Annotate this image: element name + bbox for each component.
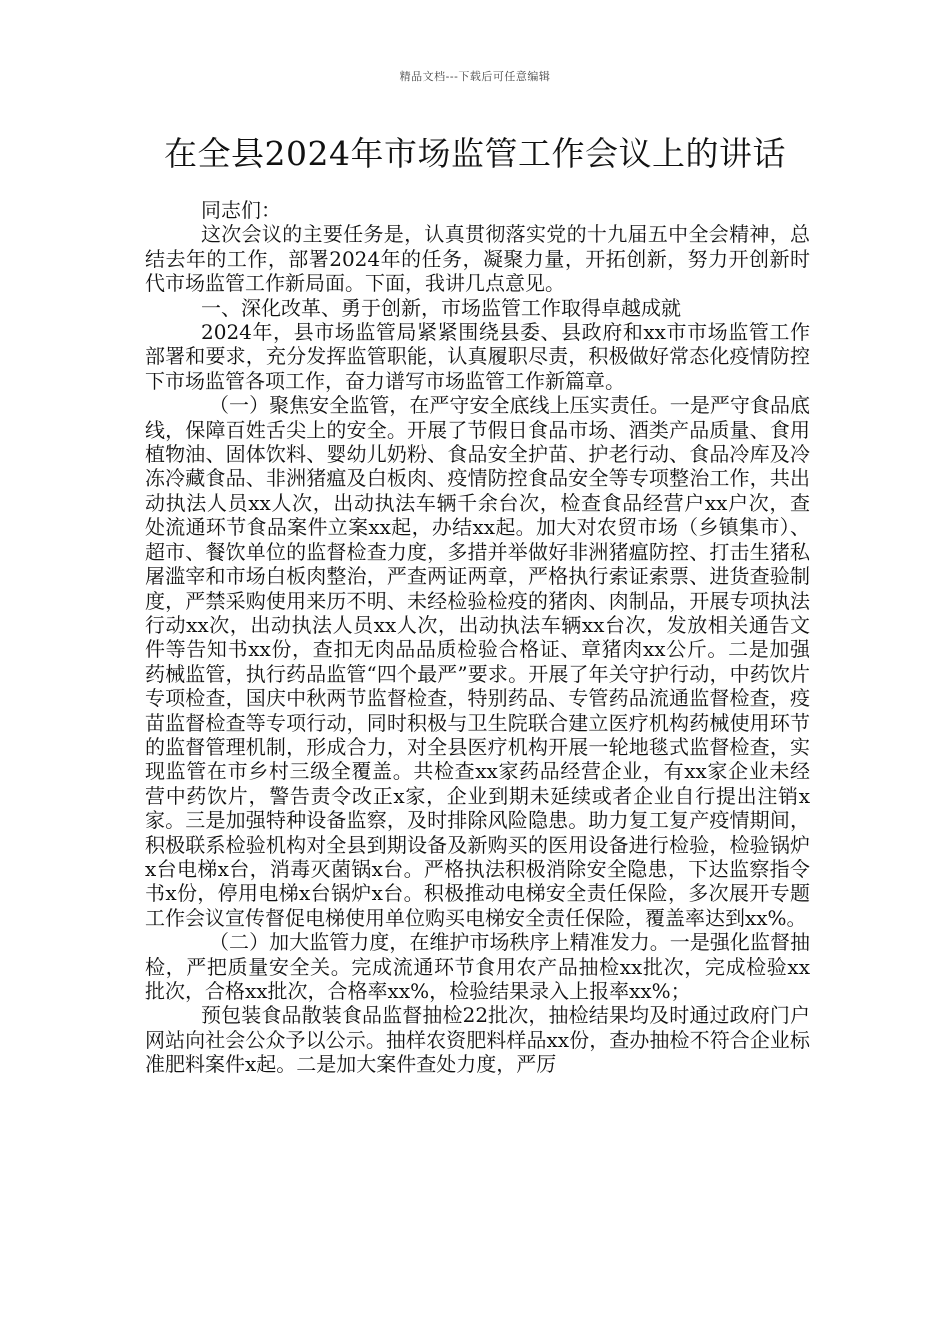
header-note: 精品文档---下载后可任意编辑 [399, 70, 551, 83]
body-paragraph: 这次会议的主要任务是，认真贯彻落实党的十九届五中全会精神，总结去年的工作，部署2024年的任务，凝聚力量，开拓创新，努力开创新时代市场监管工作新局面。下面，我讲几点意见。 [145, 222, 810, 296]
document-body [145, 198, 810, 1077]
page-title: 在全县2024年市场监管工作会议上的讲话 [164, 134, 786, 173]
body-paragraph: （二）加大监管力度，在维护市场秩序上精准发力。一是强化监督抽检，严把质量安全关。完成流通环节食用农产品抽检xx批次，完成检验xx批次，合格xx批次，合格率xx%，检验结果录入上报率xx%； [145, 930, 810, 1003]
salutation-paragraph: 同志们： [201, 198, 281, 222]
body-paragraph: 预包装食品散装食品监督抽检22批次，抽检结果均及时通过政府门户网站向社会公众予以公示。抽样农资肥料样品xx份，查办抽检不符合企业标准肥料案件x起。二是加大案件查处力度，严厉 [145, 1003, 810, 1077]
body-paragraph: （一）聚焦安全监管，在严守安全底线上压实责任。一是严守食品底线，保障百姓舌尖上的安全。开展了节假日食品市场、酒类产品质量、食用植物油、固体饮料、婴幼儿奶粉、食品安全护苗、护老行动、食品冷库及冷冻冷藏食品、非洲猪瘟及白板肉、疫情防控食品安全等专项整治工作，共出动执法人员xx人次，出动执法车辆千余台次，检查食品经营户xx户次，查处流通环节食品案件立案xx起，办结xx起。加大对农贸市场（乡镇集市）、超市、餐饮单位的监督检查力度，多措并举做好非洲猪瘟防控、打击生猪私屠滥宰和市场白板肉整治，严查两证两章，严格执行索证索票、进货查验制度，严禁采购使用来历不明、未经检验检疫的猪肉、肉制品，开展专项执法行动xx次，出动执法人员xx人次，出动执法车辆xx台次，发放相关通告文件等告知书xx份，查扣无肉品品质检验合格证、章猪肉xx公斤。二是加强药械监管，执行药品监管“四个最严”要求。开展了年关守护行动，中药饮片专项检查，国庆中秋两节监督检查，特别药品、专管药品流通监督检查，疫苗监督检查等专项行动，同时积极与卫生院联合建立医疗机构药械使用环节的监督管理机制，形成合力，对全县医疗机构开展一轮地毯式监督检查，实现监管在市乡村三级全覆盖。共检查xx家药品经营企业，有xx家企业未经营中药饮片，警告责令改正x家，企业到期未延续或者企业自行提出注销x家。三是加强特种设备监察，及时排除风险隐患。助力复工复产疫情期间，积极联系检验机构对全县到期设备及新购买的医用设备进行检验，检验锅炉x台电梯x台，消毒灭菌锅x台。严格执法积极消除安全隐患，下达监察指令书x份，停用电梯x台锅炉x台。积极推动电梯安全责任保险，多次展开专题工作会议宣传督促电梯使用单位购买电梯安全责任保险，覆盖率达到xx%。 [145, 393, 810, 930]
body-paragraph: 2024年，县市场监管局紧紧围绕县委、县政府和xx市市场监管工作部署和要求，充分发挥监管职能，认真履职尽责，积极做好常态化疫情防控下市场监管各项工作，奋力谱写市场监管工作新篇章。 [145, 320, 810, 393]
section-heading: 一、深化改革、勇于创新，市场监管工作取得卓越成就 [201, 295, 681, 320]
